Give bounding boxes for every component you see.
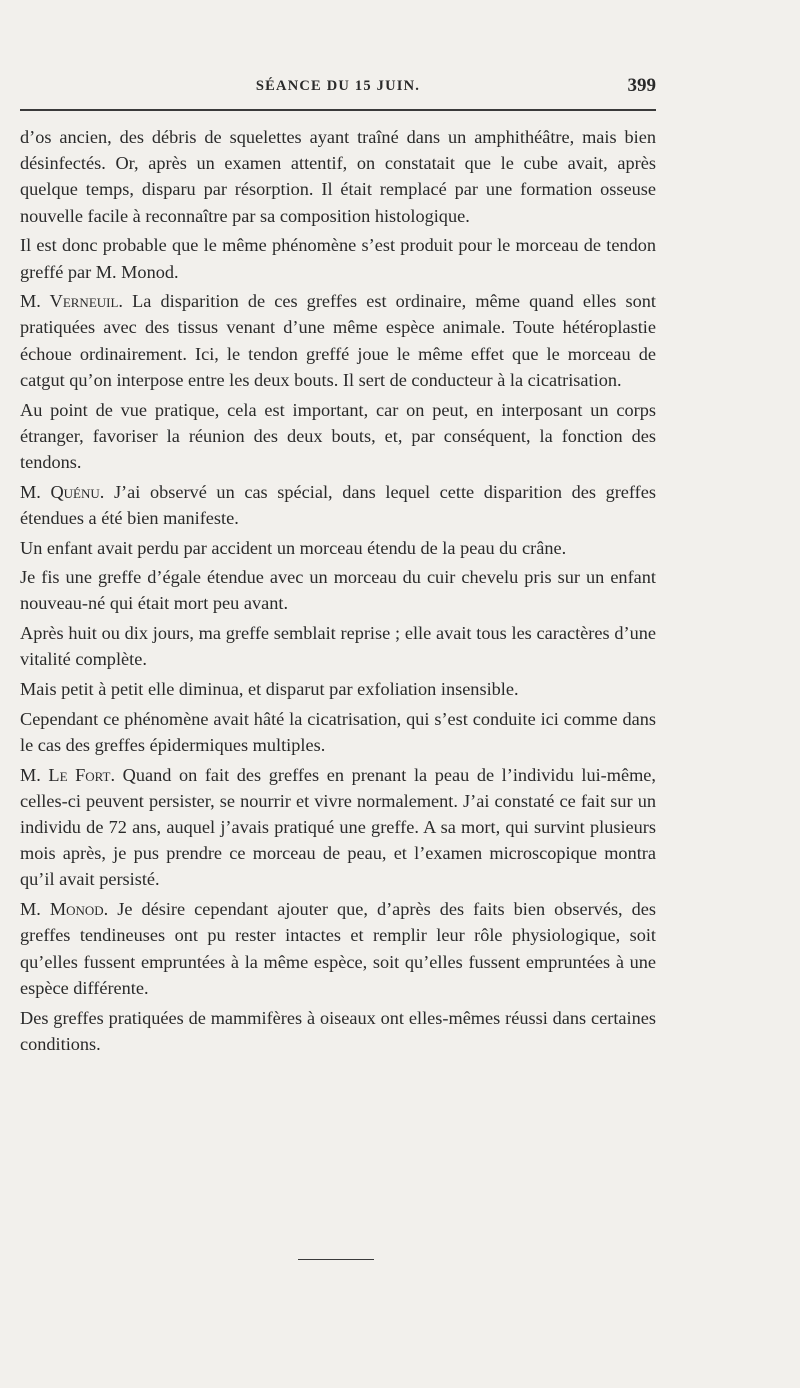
paragraph (20, 762, 656, 893)
paragraph-text: Au point de vue pratique, cela est important, car on peut, en interposant un corps étranger, favoriser la réunion des deux bouts, et, par conséquent, la fonction des tendons. (20, 399, 656, 472)
paragraph (20, 232, 656, 284)
paragraph (20, 706, 656, 758)
paragraph (20, 564, 656, 616)
speaker-name: M. Verneuil. (20, 291, 123, 312)
paragraph (20, 620, 656, 672)
header-rule (20, 109, 656, 111)
paragraph-text: Quand on fait des greffes en prenant la peau de l’individu lui-même, celles-ci peuvent persister, se nourrir et vivre normalement. J’ai constaté ce fait sur un individu de 72 ans, auquel j’avais pratiqué une greffe. A sa mort, qui survint plusieurs mois après, je pus prendre ce morceau de peau, et l’examen microscopique montra qu’il avait persisté. (20, 764, 656, 890)
paragraph (20, 397, 656, 476)
speaker-name: M. Quénu. (20, 481, 105, 502)
paragraph (20, 479, 656, 531)
page-number: 399 (627, 75, 656, 96)
paragraph-text: Cependant ce phénomène avait hâté la cicatrisation, qui s’est conduite ici comme dans le cas des greffes épidermiques multiples. (20, 708, 656, 755)
paragraph (20, 535, 656, 561)
running-head (20, 76, 656, 100)
running-title: SÉANCE DU 15 JUIN. (255, 78, 421, 94)
paragraph-text: Un enfant avait perdu par accident un morceau étendu de la peau du crâne. (20, 537, 567, 558)
paragraph-text: Je fis une greffe d’égale étendue avec un morceau du cuir chevelu pris sur un enfant nouveau-né qui était mort peu avant. (20, 567, 656, 614)
closing-rule (298, 1259, 374, 1260)
paragraph (20, 1005, 656, 1057)
paragraph (20, 896, 656, 1001)
paragraph (20, 676, 656, 702)
paragraph-text: Des greffes pratiquées de mammifères à oiseaux ont elles-mêmes réussi dans certaines conditions. (20, 1007, 656, 1054)
paragraph-text: Mais petit à petit elle diminua, et disparut par exfoliation insensible. (20, 679, 519, 700)
paragraph-text: J’ai observé un cas spécial, dans lequel cette disparition des greffes étendues a été bien manifeste. (20, 481, 656, 528)
paragraph-text: La disparition de ces greffes est ordinaire, même quand elles sont pratiquées avec des tissus venant d’une même espèce animale. Toute hétéroplastie échoue ordinairement. Ici, le tendon greffé joue le même effet que le morceau de catgut qu’on interpose entre les deux bouts. Il sert de conducteur à la cicatrisation. (20, 291, 657, 390)
body-text (20, 124, 656, 1057)
paragraph-text: Il est donc probable que le même phénomène s’est produit pour le morceau de tendon greffé par M. Monod. (20, 235, 656, 282)
speaker-name: M. Le Fort. (20, 764, 116, 785)
paragraph-text: Après huit ou dix jours, ma greffe semblait reprise ; elle avait tous les caractères d’une vitalité complète. (20, 623, 656, 670)
paragraph-text: Je désire cependant ajouter que, d’après des faits bien observés, des greffes tendineuses ont pu rester intactes et remplir leur rôle physiologique, soit qu’elles fussent empruntées à la même espèce, soit qu’elles fussent empruntées à une espèce différente. (20, 899, 656, 998)
paragraph-text: d’os ancien, des débris de squelettes ayant traîné dans un amphithéâtre, mais bien désinfectés. Or, après un examen attentif, on constatait que le cube avait, après quelque temps, disparu par résorption. Il était remplacé par une formation osseuse nouvelle facile à reconnaître par sa composition histologique. (20, 127, 656, 226)
paragraph (20, 288, 656, 393)
speaker-name: M. Monod. (20, 899, 109, 920)
paragraph (20, 124, 656, 229)
